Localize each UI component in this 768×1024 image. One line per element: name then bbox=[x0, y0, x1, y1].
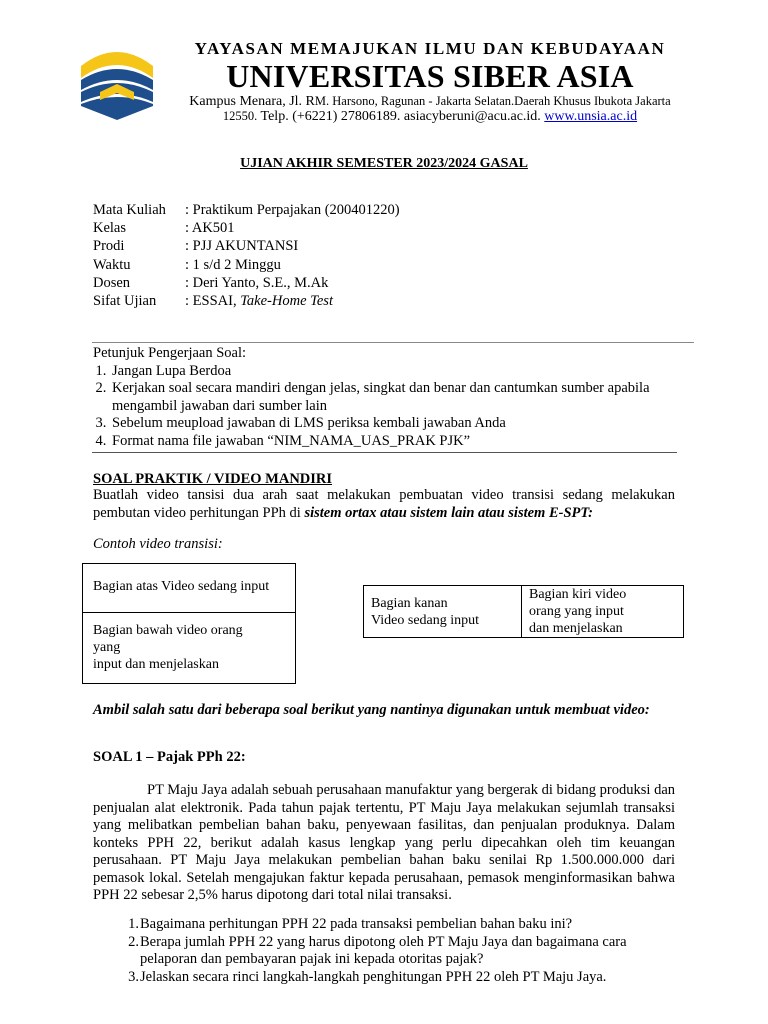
soal1-questions bbox=[93, 916, 675, 986]
question-text: Jelaskan secara rinci langkah-langkah penghitungan PPH 22 oleh PT Maju Jaya. bbox=[140, 968, 607, 985]
question-text: Berapa jumlah PPH 22 yang harus dipotong oleh PT Maju Jaya dan bagaimana cara pelaporan dan pembayaran pajak ini kepada otoritas pajak? bbox=[140, 933, 627, 967]
box-left-line: Video sedang input bbox=[371, 613, 480, 628]
info-row-class bbox=[93, 219, 400, 237]
instructions bbox=[93, 345, 683, 450]
info-value: : 1 s/d 2 Minggu bbox=[185, 256, 281, 273]
info-row-course bbox=[93, 201, 400, 219]
campus-address bbox=[160, 94, 700, 110]
exam-type-text: : ESSAI, bbox=[185, 293, 241, 310]
box-right-line: dan menjelaskan bbox=[529, 621, 623, 636]
practice-intro bbox=[93, 487, 675, 522]
example-label: Contoh video transisi: bbox=[93, 536, 223, 552]
university-logo-icon bbox=[78, 40, 156, 120]
foundation-name: YAYASAN MEMAJUKAN ILMU DAN KEBUDAYAAN bbox=[194, 39, 666, 58]
exam-title: UJIAN AKHIR SEMESTER 2023/2024 GASAL bbox=[240, 156, 528, 171]
contact-line bbox=[160, 109, 700, 125]
example-box-horizontal bbox=[363, 585, 684, 638]
instruction-item: 1. Jangan Lupa Berdoa bbox=[110, 363, 683, 381]
choose-instruction: Ambil salah satu dari beberapa soal berikut yang nantinya digunakan untuk membuat video: bbox=[93, 702, 650, 718]
practice-intro-emphasis: sistem ortax atau sistem lain atau sistem E-SPT: bbox=[304, 504, 593, 521]
info-value: : AK501 bbox=[185, 220, 235, 237]
university-name: UNIVERSITAS SIBER ASIA bbox=[226, 58, 634, 94]
question-item bbox=[93, 934, 675, 969]
info-row-exam-type bbox=[93, 292, 400, 310]
info-row-program bbox=[93, 237, 400, 255]
box-top-cell: Bagian atas Video sedang input bbox=[83, 564, 295, 613]
instructions-heading: Petunjuk Pengerjaan Soal: bbox=[93, 345, 247, 361]
website-link[interactable]: www.unsia.ac.id bbox=[544, 109, 638, 124]
info-value: : Deri Yanto, S.E., M.Ak bbox=[185, 274, 329, 291]
address-zip: 12550. bbox=[222, 109, 258, 123]
instruction-item: 2. Kerjakan soal secara mandiri dengan jelas, singkat dan benar dan cantumkan sumber apabila mengambil jawaban dari sumber lain bbox=[110, 380, 683, 415]
question-text: Bagaimana perhitungan PPH 22 pada transaksi pembelian bahan baku ini? bbox=[140, 916, 573, 932]
info-label: Waktu bbox=[93, 256, 131, 273]
question-number: 2. bbox=[128, 933, 139, 950]
course-info bbox=[93, 201, 400, 310]
contact-text: Telp. (+6221) 27806189. asiacyberuni@acu.ac.id. bbox=[257, 109, 545, 124]
practice-heading: SOAL PRAKTIK / VIDEO MANDIRI bbox=[93, 471, 333, 487]
question-item bbox=[93, 916, 675, 934]
box-right-line: orang yang input bbox=[529, 604, 624, 619]
soal1-case bbox=[93, 782, 675, 905]
info-label: Kelas bbox=[93, 220, 127, 237]
box-bottom-cell bbox=[83, 613, 295, 673]
soal1-heading: SOAL 1 – Pajak PPh 22: bbox=[93, 749, 246, 765]
practice-intro-text: Buatlah video tansisi dua arah saat melakukan pembuatan video transisi sedang melakukan pembutan video perhitungan PPh di bbox=[93, 487, 675, 521]
info-label: Mata Kuliah bbox=[93, 202, 166, 218]
divider bbox=[92, 342, 694, 343]
instruction-item: 4. Format nama file jawaban “NIM_NAMA_UAS_PRAK PJK” bbox=[110, 433, 683, 451]
info-row-lecturer bbox=[93, 274, 400, 292]
info-value bbox=[185, 292, 333, 310]
info-value: : PJJ AKUNTANSI bbox=[185, 238, 299, 255]
question-item bbox=[93, 969, 675, 987]
exam-type-italic: Take-Home Test bbox=[240, 293, 333, 310]
box-left-cell bbox=[364, 586, 522, 637]
box-left-line: Bagian kanan bbox=[371, 596, 448, 611]
info-value: : Praktikum Perpajakan (200401220) bbox=[185, 202, 400, 218]
box-bottom-line: yang bbox=[93, 640, 121, 655]
box-bottom-line: input dan menjelaskan bbox=[93, 657, 219, 672]
instructions-list bbox=[93, 363, 683, 451]
divider bbox=[92, 452, 677, 453]
question-number: 1. bbox=[128, 916, 139, 932]
info-label: Sifat Ujian bbox=[93, 293, 157, 310]
box-right-line: Bagian kiri video bbox=[529, 587, 627, 602]
question-number: 3. bbox=[128, 968, 139, 985]
soal1-case-text: PT Maju Jaya adalah sebuah perusahaan manufaktur yang bergerak di bidang produksi dan penjualan alat elektronik. Pada tahun pajak tertentu, PT Maju Jaya melakukan sejumlah transaksi yang melibatkan pembelian bahan baku, penyewaan fasilitas, dan penjualan produknya. Dalam konteks PPH 22, berikut adalah kasus lengkap yang perlu dipecahkan oleh tim keuangan perusahaan. PT Maju Jaya melakukan pembelian bahan baku senilai Rp 1.500.000.000 dari pemasok lokal. Setelah mengajukan faktur kepada perusahaan, pemasok menginformasikan bahwa PPH 22 sebesar 2,5% harus dipotong dari total nilai transaksi. bbox=[93, 782, 675, 903]
address-part-b: M. Harsono, Ragunan - Jakarta Selatan.Daerah Khusus Ibukota Jakarta bbox=[314, 94, 671, 108]
box-right-cell bbox=[522, 586, 626, 637]
example-box-vertical bbox=[82, 563, 296, 684]
info-row-time bbox=[93, 256, 400, 274]
info-label: Prodi bbox=[93, 238, 125, 255]
instruction-item: 3. Sebelum meupload jawaban di LMS periksa kembali jawaban Anda bbox=[110, 415, 683, 433]
info-label: Dosen bbox=[93, 274, 131, 291]
box-bottom-line: Bagian bawah video orang bbox=[93, 623, 243, 638]
address-part-a: Kampus Menara, Jl. R bbox=[189, 94, 315, 109]
